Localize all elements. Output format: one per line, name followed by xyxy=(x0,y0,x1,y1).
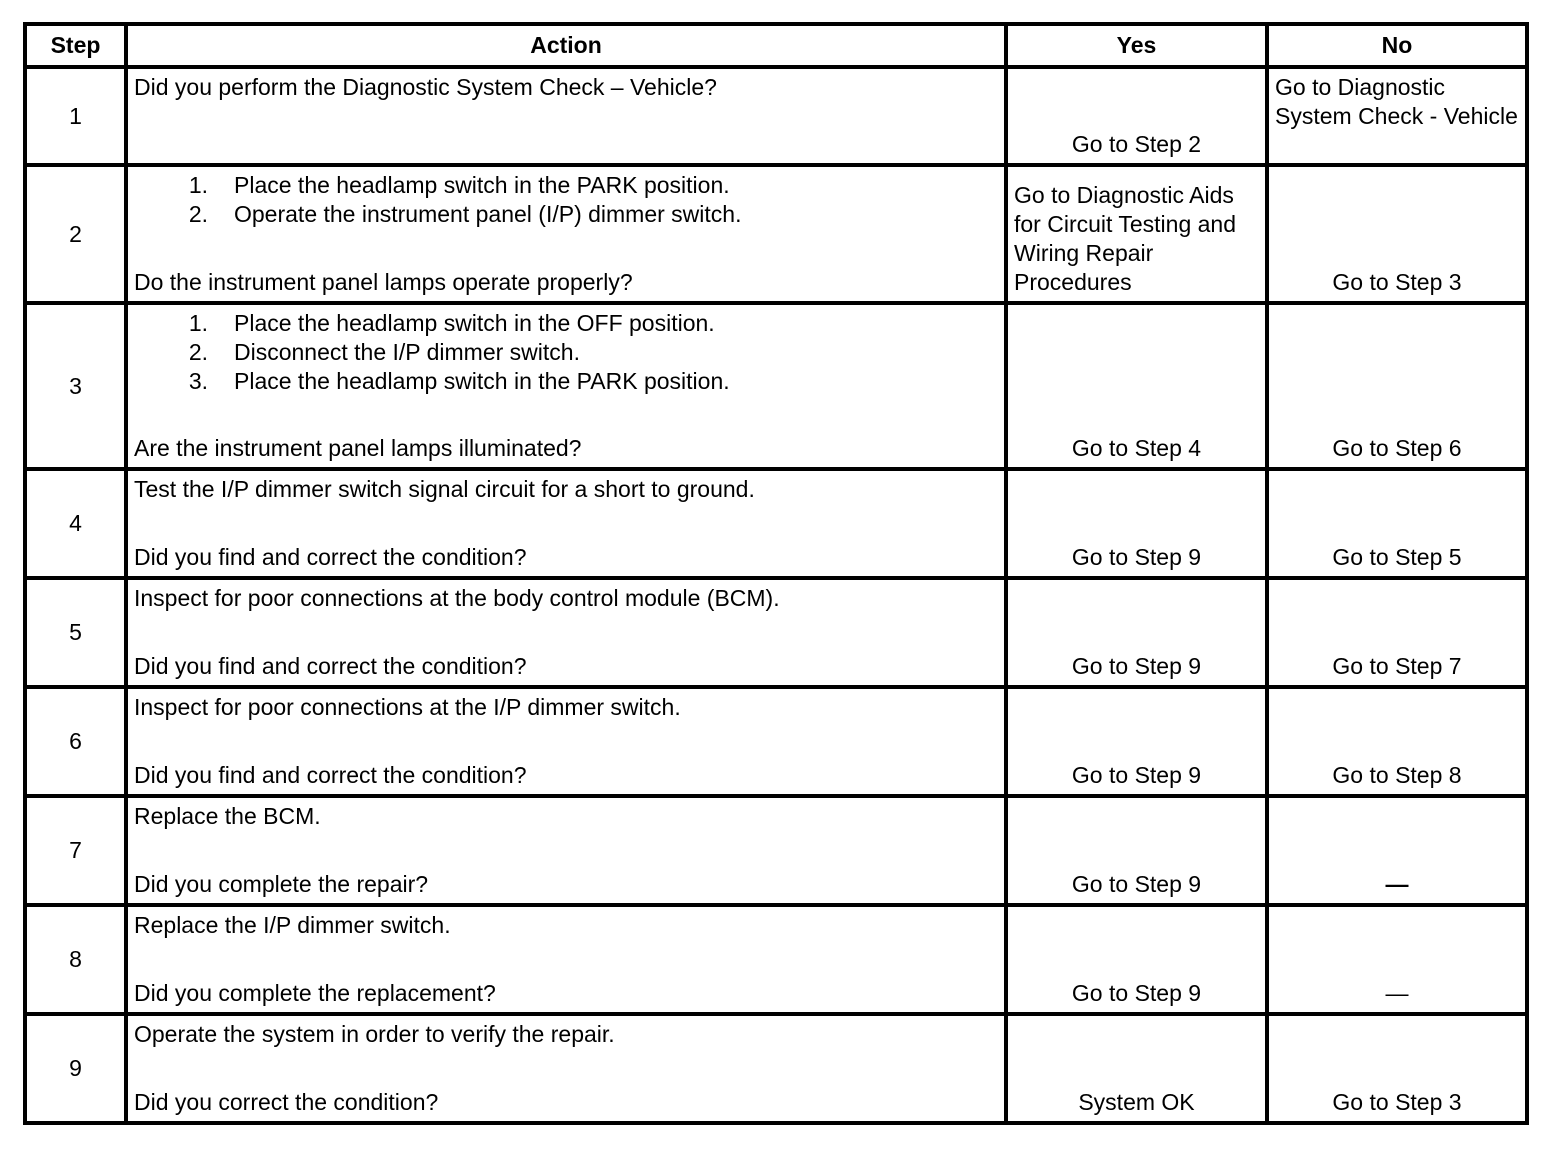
no-result: Go to Step 3 xyxy=(1332,1089,1462,1115)
action-question: Did you complete the repair? xyxy=(134,871,429,897)
action-text: Inspect for poor connections at the body control module (BCM). xyxy=(134,585,780,611)
no-result: Go to Step 8 xyxy=(1332,762,1462,788)
no-cell xyxy=(1267,687,1527,796)
step-number: 3 xyxy=(25,303,126,469)
table-row xyxy=(25,578,1527,687)
yes-result: Go to Step 4 xyxy=(1071,435,1202,461)
substep-item xyxy=(134,367,998,396)
table-row xyxy=(25,165,1527,303)
table-row xyxy=(25,67,1527,165)
substep-text: Disconnect the I/P dimmer switch. xyxy=(234,339,580,365)
no-cell xyxy=(1267,165,1527,303)
step-number: 2 xyxy=(25,165,126,303)
substep-number: 2. xyxy=(188,339,208,365)
header-action: Action xyxy=(126,24,1006,67)
action-question: Did you complete the replacement? xyxy=(134,980,496,1006)
yes-result: System OK xyxy=(1078,1089,1195,1115)
no-result: Go to Diagnostic System Check - Vehicle xyxy=(1275,74,1518,129)
header-row xyxy=(25,24,1527,67)
substep-text: Operate the instrument panel (I/P) dimmer switch. xyxy=(234,201,742,227)
step-number: 4 xyxy=(25,469,126,578)
yes-result: Go to Step 9 xyxy=(1071,544,1202,570)
action-text: Replace the I/P dimmer switch. xyxy=(134,912,451,938)
action-cell xyxy=(126,303,1006,469)
action-text: Operate the system in order to verify the repair. xyxy=(134,1021,615,1047)
substep-item xyxy=(134,338,998,367)
header-no: No xyxy=(1267,24,1527,67)
no-result: Go to Step 3 xyxy=(1332,269,1462,295)
action-cell xyxy=(126,165,1006,303)
yes-cell xyxy=(1006,67,1267,165)
yes-result: Go to Diagnostic Aids for Circuit Testing and Wiring Repair Procedures xyxy=(1014,182,1237,295)
substep-list xyxy=(134,309,998,396)
yes-cell xyxy=(1006,165,1267,303)
substep-number: 3. xyxy=(188,368,208,394)
no-result: — xyxy=(1385,980,1409,1006)
header-yes: Yes xyxy=(1006,24,1267,67)
action-text: Replace the BCM. xyxy=(134,803,321,829)
yes-cell xyxy=(1006,905,1267,1014)
substep-number: 2. xyxy=(188,201,208,227)
yes-result: Go to Step 9 xyxy=(1071,653,1202,679)
no-cell xyxy=(1267,905,1527,1014)
no-cell xyxy=(1267,1014,1527,1123)
substep-item xyxy=(134,309,998,338)
substep-text: Place the headlamp switch in the PARK position. xyxy=(234,172,730,198)
step-number: 9 xyxy=(25,1014,126,1123)
table-row xyxy=(25,469,1527,578)
yes-cell xyxy=(1006,1014,1267,1123)
action-cell xyxy=(126,578,1006,687)
step-number: 6 xyxy=(25,687,126,796)
action-text: Test the I/P dimmer switch signal circuit for a short to ground. xyxy=(134,476,755,502)
substep-text: Place the headlamp switch in the PARK position. xyxy=(234,368,730,394)
action-question: Did you find and correct the condition? xyxy=(134,653,527,679)
table-row xyxy=(25,905,1527,1014)
substep-number: 1. xyxy=(188,172,208,198)
no-result: — xyxy=(1385,871,1409,897)
no-result: Go to Step 6 xyxy=(1332,435,1462,461)
substep-list xyxy=(134,171,998,229)
action-cell xyxy=(126,67,1006,165)
step-number: 7 xyxy=(25,796,126,905)
action-cell xyxy=(126,1014,1006,1123)
yes-result: Go to Step 9 xyxy=(1071,980,1202,1006)
table-row xyxy=(25,687,1527,796)
action-cell xyxy=(126,905,1006,1014)
action-question: Do the instrument panel lamps operate properly? xyxy=(134,269,633,295)
action-question: Did you find and correct the condition? xyxy=(134,762,527,788)
table-row xyxy=(25,1014,1527,1123)
substep-item xyxy=(134,200,998,229)
yes-cell xyxy=(1006,469,1267,578)
yes-cell xyxy=(1006,303,1267,469)
no-cell xyxy=(1267,303,1527,469)
diagnostic-table xyxy=(23,22,1529,1125)
yes-cell xyxy=(1006,578,1267,687)
substep-item xyxy=(134,171,998,200)
substep-text: Place the headlamp switch in the OFF position. xyxy=(234,310,715,336)
yes-cell xyxy=(1006,687,1267,796)
yes-result: Go to Step 2 xyxy=(1071,131,1202,157)
step-number: 8 xyxy=(25,905,126,1014)
yes-result: Go to Step 9 xyxy=(1071,762,1202,788)
header-step: Step xyxy=(25,24,126,67)
no-result: Go to Step 5 xyxy=(1332,544,1462,570)
step-number: 1 xyxy=(25,67,126,165)
action-cell xyxy=(126,687,1006,796)
no-cell xyxy=(1267,796,1527,905)
yes-cell xyxy=(1006,796,1267,905)
no-result: Go to Step 7 xyxy=(1332,653,1462,679)
yes-result: Go to Step 9 xyxy=(1071,871,1202,897)
no-cell xyxy=(1267,67,1527,165)
table-row xyxy=(25,303,1527,469)
no-cell xyxy=(1267,578,1527,687)
table-row xyxy=(25,796,1527,905)
action-cell xyxy=(126,469,1006,578)
action-text: Did you perform the Diagnostic System Check – Vehicle? xyxy=(134,74,717,100)
no-cell xyxy=(1267,469,1527,578)
substep-number: 1. xyxy=(188,310,208,336)
action-question: Did you find and correct the condition? xyxy=(134,544,527,570)
action-text: Inspect for poor connections at the I/P dimmer switch. xyxy=(134,694,681,720)
action-cell xyxy=(126,796,1006,905)
step-number: 5 xyxy=(25,578,126,687)
action-question: Are the instrument panel lamps illuminated? xyxy=(134,435,582,461)
action-question: Did you correct the condition? xyxy=(134,1089,439,1115)
